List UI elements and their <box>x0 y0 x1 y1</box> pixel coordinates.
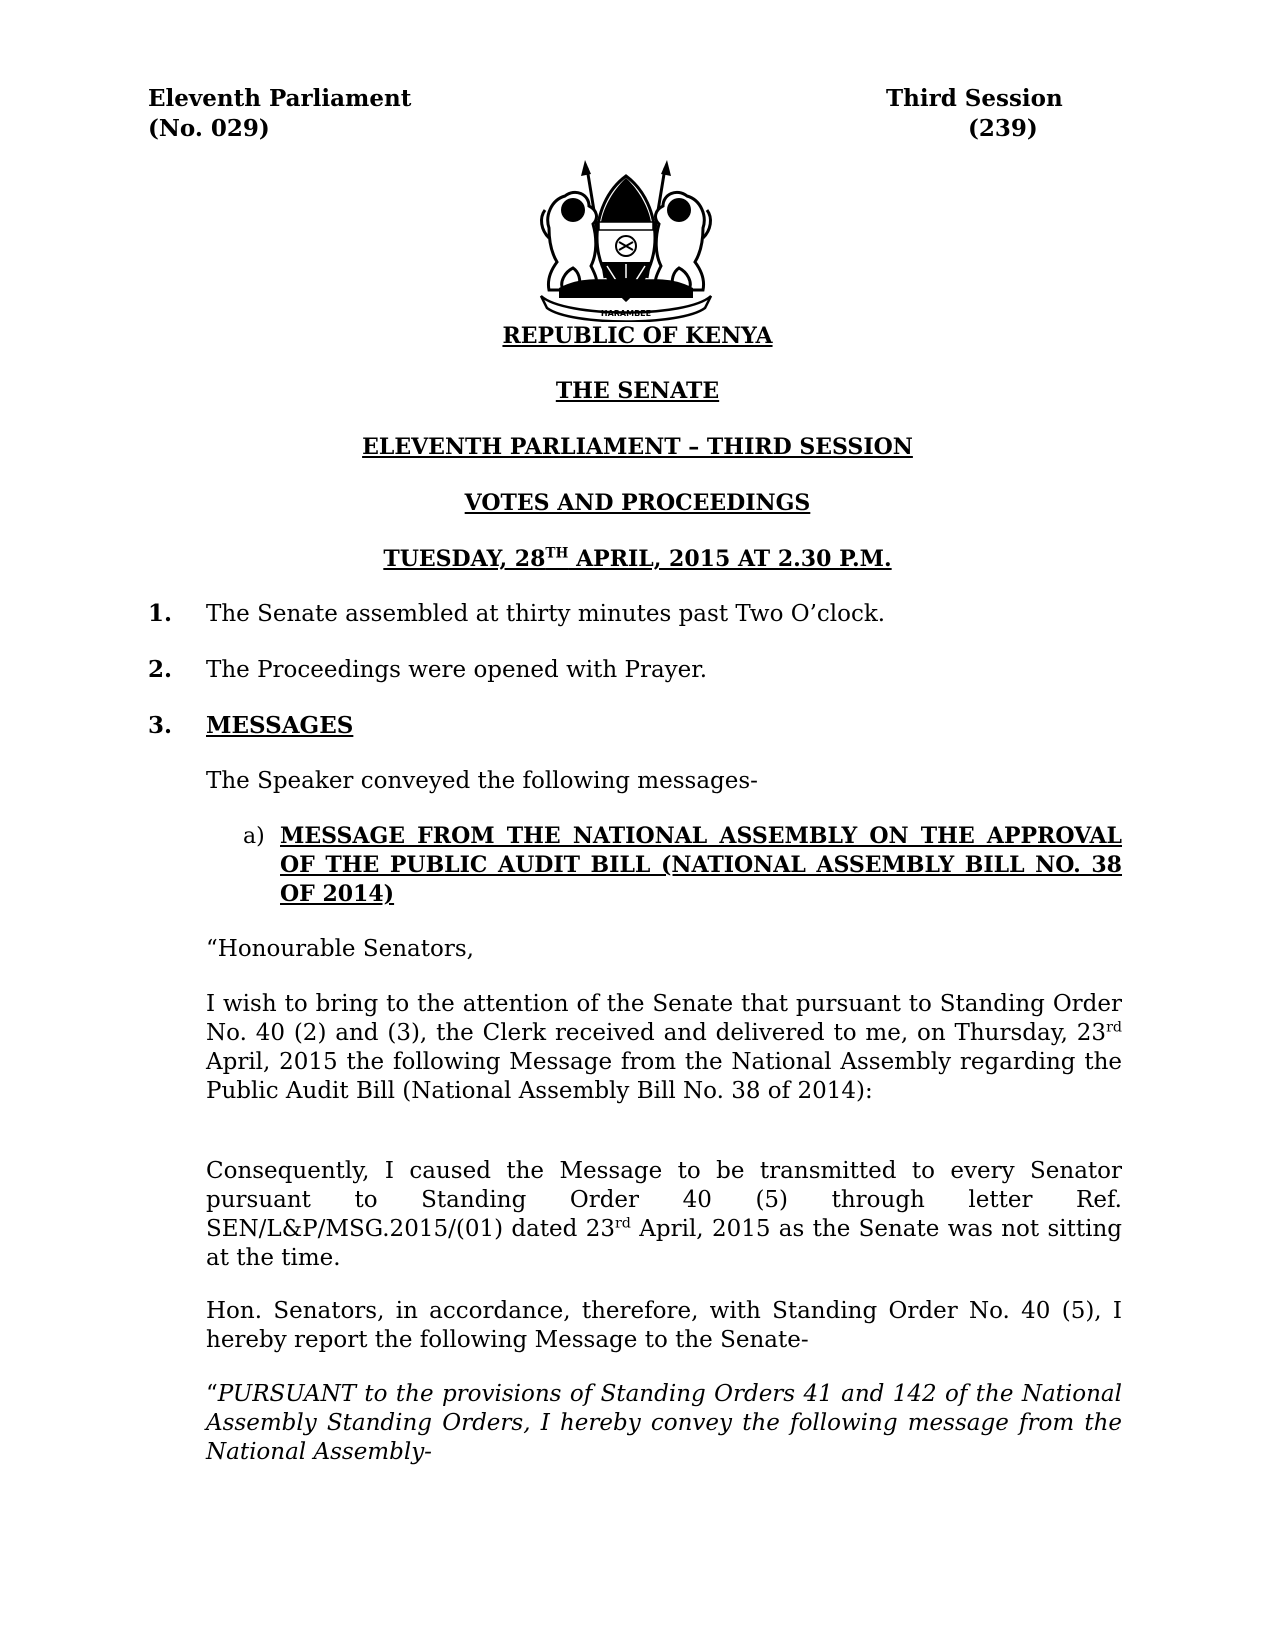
issue-number: (No. 029) <box>148 115 270 142</box>
sitting-date-suffix: TH <box>545 545 569 562</box>
paragraph-text: April, 2015 the following Message from the National Assembly regarding the Public Audit Bill (National Assembly Bill No. 38 of 2014): <box>206 1049 1122 1104</box>
session-label: Third Session <box>886 85 1063 112</box>
parliament-label: Eleventh Parliament <box>148 85 412 112</box>
quoted-message <box>206 1380 1122 1467</box>
item-number: 3. <box>148 712 173 739</box>
paragraph-text: I wish to bring to the attention of the Senate that pursuant to Standing Order No. 40 (2) and (3), the Clerk received and delivered to me, on Thursday, 23 <box>206 991 1122 1046</box>
message-paragraph-3: Hon. Senators, in accordance, therefore, with Standing Order No. 40 (5), I hereby report the following Message to the Senate- <box>206 1298 1122 1353</box>
messages-intro: The Speaker conveyed the following messages- <box>206 768 758 794</box>
parliament-session-title: ELEVENTH PARLIAMENT – THIRD SESSION <box>362 434 913 460</box>
item-text: The Senate assembled at thirty minutes past Two O’clock. <box>206 601 886 627</box>
message-paragraph-1 <box>206 990 1122 1106</box>
section-heading-messages: MESSAGES <box>206 712 354 739</box>
page-number: (239) <box>968 115 1038 142</box>
paragraph-text: April, 2015 as the Senate was not sitting at the time. <box>206 1216 1122 1271</box>
message-paragraph-2 <box>206 1157 1122 1273</box>
kenya-coat-of-arms-icon <box>535 158 717 322</box>
document-type-title: VOTES AND PROCEEDINGS <box>464 490 811 516</box>
paragraph-text: Consequently, I caused the Message to be transmitted to every Senator pursuant to Standing Order 40 (5) through letter Ref. SEN/L&P/MSG.2015/(01) dated 23 <box>206 1158 1122 1242</box>
quote-mark: “ <box>206 1381 218 1407</box>
ordinal-suffix: rd <box>615 1215 631 1232</box>
item-number: 1. <box>148 600 173 627</box>
motto-text: HARAMBEE <box>600 309 652 318</box>
message-heading: MESSAGE FROM THE NATIONAL ASSEMBLY ON THE APPROVAL OF THE PUBLIC AUDIT BILL (NATIONAL ASSEMBLY BILL NO. 38 OF 2014) <box>280 823 1122 907</box>
item-number: 2. <box>148 656 173 683</box>
republic-title: REPUBLIC OF KENYA <box>502 323 773 349</box>
quoted-text: PURSUANT to the provisions of Standing Orders 41 and 142 of the National Assembly Standing Orders, I hereby convey the following message from the National Assembly- <box>206 1381 1122 1465</box>
sub-item-label: a) <box>243 824 265 849</box>
ordinal-suffix: rd <box>1106 1019 1122 1036</box>
sitting-date-rest: APRIL, 2015 AT 2.30 P.M. <box>568 546 892 572</box>
sitting-date-day: TUESDAY, 28 <box>383 546 546 572</box>
house-title: THE SENATE <box>555 378 720 404</box>
item-text: The Proceedings were opened with Prayer. <box>206 657 708 683</box>
sitting-date <box>0 544 1275 574</box>
message-salutation: “Honourable Senators, <box>206 936 474 962</box>
